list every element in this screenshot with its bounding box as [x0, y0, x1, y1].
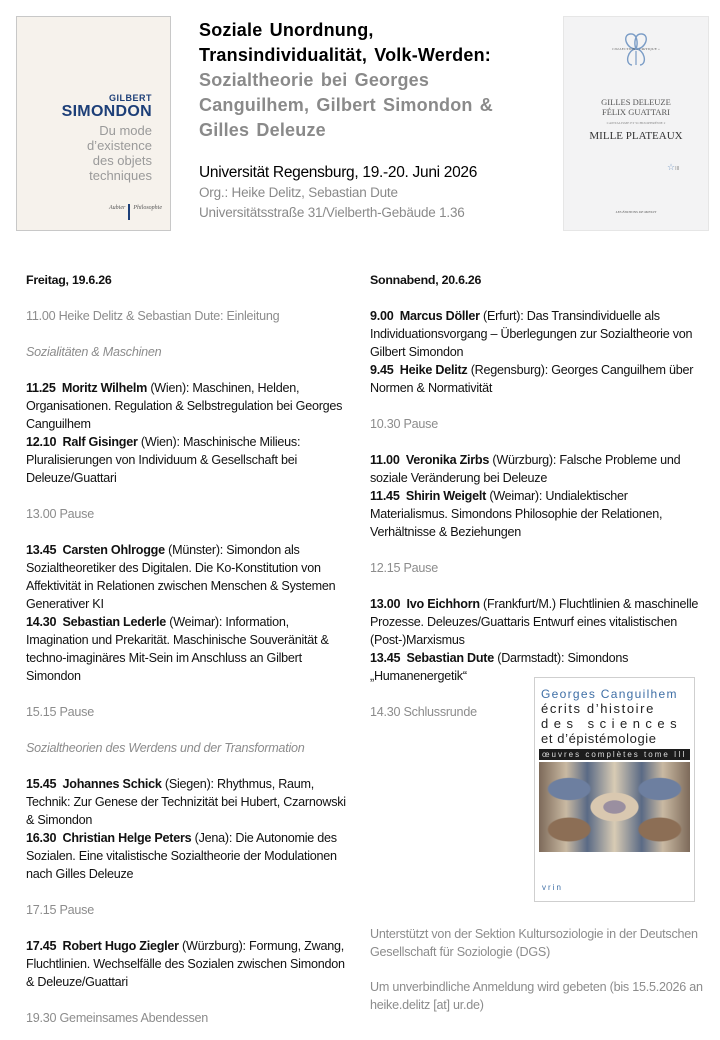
- talk-speaker: Robert Hugo Ziegler: [62, 939, 179, 953]
- schedule-break: 19.30 Gemeinsames Abendessen: [26, 1011, 209, 1025]
- talk-time: 13.00: [370, 597, 401, 611]
- schedule-break: 15.15 Pause: [26, 705, 94, 719]
- book-cover-simondon: [16, 16, 171, 231]
- schedule-list: [26, 307, 346, 1027]
- talk-time: 14.30: [26, 615, 57, 629]
- event-title: [199, 18, 559, 143]
- schedule-break: 14.30 Schlussrunde: [370, 705, 477, 719]
- registration-note: Um unverbindliche Anmeldung wird gebeten (bis 15.5.2026 an heike.delitz [at] ur.de): [370, 980, 703, 1012]
- book-title: Du mode d’existence des objets techniques: [86, 123, 152, 183]
- talk-speaker: Sebastian Lederle: [62, 615, 167, 629]
- book-cover-artwork: [539, 762, 690, 852]
- publisher-divider: [128, 204, 130, 220]
- book-title-line: des sciences: [541, 716, 683, 731]
- spacer: [26, 361, 346, 379]
- subtitle-line: Gilles Deleuze: [199, 120, 326, 140]
- talk-details: (Siegen): Rhythmus, Raum, Technik: Zur Genese der Technizität bei Hubert, Czarnowski & Simondon: [26, 777, 346, 827]
- book-author: Georges Canguilhem: [541, 687, 678, 701]
- talk-details: (Jena): Die Autonomie des Sozialen. Eine vitalistische Sozialtheorie der Modulationen nach Gilles Deleuze: [26, 831, 337, 881]
- event-venue: Universität Regensburg, 19.-20. Juni 2026: [199, 164, 478, 181]
- schedule-break: 10.30 Pause: [370, 417, 438, 431]
- talk-details: (Wien): Maschinische Milieus: Pluralisierungen von Individuum & Gesellschaft bei Deleuze/Guattari: [26, 435, 301, 485]
- talk-time: 11.00: [370, 453, 400, 467]
- talk-entry: [26, 937, 346, 991]
- talk-time: 15.45: [26, 777, 57, 791]
- talk-entry: [26, 613, 346, 685]
- book-cover-canguilhem: [534, 677, 695, 902]
- spacer: [370, 397, 705, 415]
- program-friday: [26, 271, 346, 1027]
- talk-time: 12.10: [26, 435, 57, 449]
- talk-details: (Regensburg): Georges Canguilhem über Normen & Normativität: [370, 363, 694, 395]
- day-heading: Sonnabend, 20.6.26: [370, 273, 482, 287]
- talk-details: (Würzburg): Falsche Probleme und soziale Veränderung bei Deleuze: [370, 453, 681, 485]
- talk-time: 13.45: [370, 651, 401, 665]
- talk-details: (Erfurt): Das Transindividuelle als Individuationsvorgang – Überlegungen zur Sozialtheorie von Gilbert Simondon: [370, 309, 693, 359]
- spacer: [370, 541, 705, 559]
- talk-details: (Darmstadt): Simondons „Humanenergetik“: [370, 651, 629, 683]
- schedule-break: 12.15 Pause: [370, 561, 438, 575]
- talk-details: (Weimar): Information, Imagination und Prekarität. Maschinische Souveränität & techno-imaginäres Mit-Sein im Anschluss an Gilbert Simondon: [26, 615, 329, 683]
- talk-entry: [370, 487, 705, 541]
- talk-entry: [370, 307, 705, 361]
- talk-time: 13.45: [26, 543, 57, 557]
- talk-details: (Münster): Simondon als Sozialtheoretiker des Digitalen. Die Ko-Konstitution von Affektivität in Relationen zwischen Menschen & Systemen Generativer KI: [26, 543, 336, 611]
- spacer: [26, 883, 346, 901]
- book-title-line: et d’épistémologie: [541, 731, 657, 746]
- book-series: CAPITALISME ET SCHIZOPHRÉNIE 2: [606, 121, 666, 125]
- talk-time: 16.30: [26, 831, 57, 845]
- book-author-last: SIMONDON: [61, 103, 152, 120]
- subtitle-line: Sozialtheorie bei Georges: [199, 70, 430, 90]
- book-title: MILLE PLATEAUX: [589, 130, 683, 142]
- talk-entry: [26, 379, 346, 433]
- book-publisher: LES ÉDITIONS DE MINUIT: [615, 210, 657, 214]
- title-line: Transindividualität, Volk-Werden:: [199, 45, 491, 65]
- talk-speaker: Christian Helge Peters: [62, 831, 192, 845]
- talk-speaker: Heike Delitz: [399, 363, 468, 377]
- book-cover-mille-plateaux: [563, 16, 709, 231]
- talk-entry: [26, 775, 346, 829]
- event-organizers: Org.: Heike Delitz, Sebastian Dute: [199, 185, 398, 200]
- talk-details: (Frankfurt/M.) Fluchtlinien & maschinelle Prozesse. Deleuzes/Guattaris Entwurf eines vitalistischen (Post-)Marxismus: [370, 597, 699, 647]
- talk-entry: [370, 595, 705, 649]
- schedule-break: 11.00 Heike Delitz & Sebastian Dute: Einleitung: [26, 309, 280, 323]
- book-collection: COLLECTION « CRITIQUE »: [612, 47, 660, 51]
- spacer: [26, 487, 346, 505]
- star-icon: ☆III: [667, 163, 680, 173]
- spacer: [26, 721, 346, 739]
- section-heading: Sozialtheorien des Werdens und der Transformation: [26, 741, 305, 755]
- support-note: Unterstützt von der Sektion Kultursoziologie in der Deutschen Gesellschaft für Soziologie (DGS): [370, 927, 698, 959]
- talk-time: 17.45: [26, 939, 57, 953]
- talk-speaker: Ralf Gisinger: [62, 435, 138, 449]
- talk-details: (Wien): Maschinen, Helden, Organisationen. Regulation & Selbstregulation bei Georges Canguilhem: [26, 381, 343, 431]
- day-heading: Freitag, 19.6.26: [26, 273, 112, 287]
- title-line: Soziale Unordnung,: [199, 20, 374, 40]
- talk-speaker: Marcus Döller: [399, 309, 480, 323]
- talk-time: 11.45: [370, 489, 400, 503]
- spacer: [26, 757, 346, 775]
- spacer: [370, 577, 705, 595]
- talk-time: 9.00: [370, 309, 394, 323]
- book-publisher: vrin: [542, 883, 563, 892]
- book-series-band: œuvres complètes tome III: [539, 749, 690, 760]
- spacer: [26, 685, 346, 703]
- talk-speaker: Ivo Eichhorn: [406, 597, 480, 611]
- program-saturday: [370, 271, 705, 721]
- talk-speaker: Johannes Schick: [62, 777, 162, 791]
- talk-details: (Würzburg): Formung, Zwang, Fluchtlinien. Wechselfälle des Sozialen zwischen Simondon & Deleuze/Guattari: [26, 939, 345, 989]
- schedule-break: 13.00 Pause: [26, 507, 94, 521]
- spacer: [370, 433, 705, 451]
- talk-entry: [26, 433, 346, 487]
- book-authors: GILLES DELEUZE FÉLIX GUATTARI: [601, 97, 671, 117]
- section-heading: Sozialitäten & Maschinen: [26, 345, 162, 359]
- talk-time: 11.25: [26, 381, 56, 395]
- talk-entry: [370, 451, 705, 487]
- talk-speaker: Carsten Ohlrogge: [62, 543, 165, 557]
- talk-details: (Weimar): Undialektischer Materialismus. Simondons Philosophie der Relationen, Verhältnisse & Beziehungen: [370, 489, 663, 539]
- talk-speaker: Sebastian Dute: [406, 651, 494, 665]
- spacer: [26, 919, 346, 937]
- book-title-line: écrits d’histoire: [541, 701, 655, 716]
- schedule-break: 17.15 Pause: [26, 903, 94, 917]
- publisher-right: Philosophie: [133, 205, 162, 211]
- talk-speaker: Moritz Wilhelm: [61, 381, 148, 395]
- talk-entry: [26, 541, 346, 613]
- schedule-list: [370, 307, 705, 721]
- talk-speaker: Veronika Zirbs: [405, 453, 490, 467]
- talk-entry: [370, 361, 705, 397]
- spacer: [26, 991, 346, 1009]
- book-author-first: GILBERT: [109, 93, 152, 103]
- spacer: [26, 325, 346, 343]
- event-address: Universitätsstraße 31/Vielberth-Gebäude 1.36: [199, 205, 465, 220]
- talk-time: 9.45: [370, 363, 394, 377]
- book-publisher: [109, 196, 162, 220]
- publisher-left: Aubier: [108, 205, 126, 211]
- talk-entry: [26, 829, 346, 883]
- talk-speaker: Shirin Weigelt: [405, 489, 487, 503]
- spacer: [26, 523, 346, 541]
- subtitle-line: Canguilhem, Gilbert Simondon &: [199, 95, 494, 115]
